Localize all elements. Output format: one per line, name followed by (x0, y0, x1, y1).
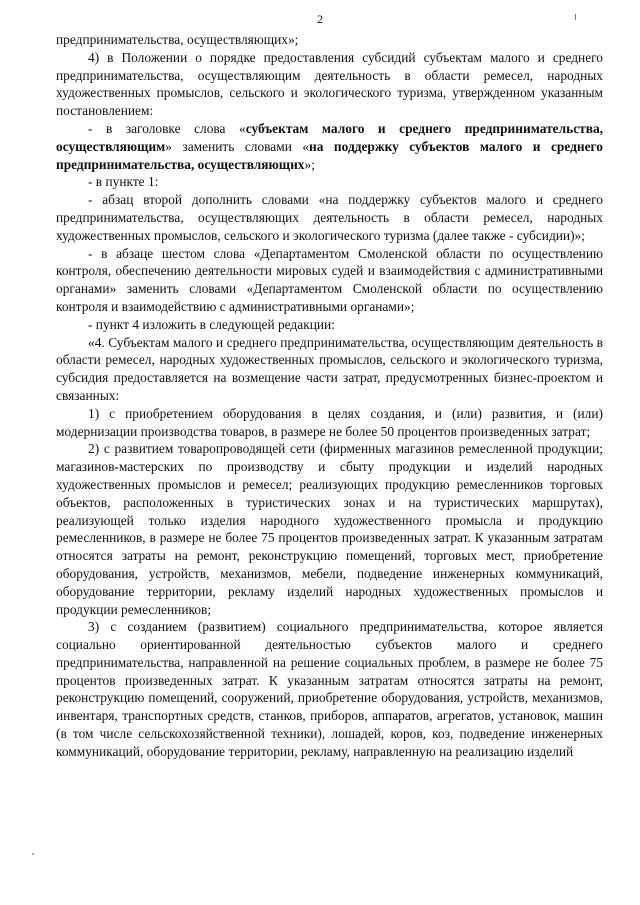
bold-text-run: на поддержку субъектов малого и среднего предпринимательства, осуществляющих (56, 138, 603, 172)
text-run: - в заголовке слова « (88, 120, 246, 136)
paragraph-abzac-2: - абзац второй дополнить словами «на поддержку субъектов малого и среднего предпринимательства, осуществляющих деятельность в области ремесел, народных художественных промыслов, сельского и экологического туризма (далее также - субсидии)»; (56, 192, 603, 243)
text-run: » заменить словами « (165, 138, 310, 154)
bold-text-run: субъектам малого и среднего предпринимательства, осуществляющим (56, 120, 603, 154)
paragraph-point-1: - в пункте 1: (88, 174, 159, 190)
paragraph-abzac-6: - в абзаце шестом слова «Департаментом Смоленской области по осуществлению контроля, обеспечению деятельности мировых судей и взаимодействия с административными органами» заменить словами «Департаментом Смоленской области по осуществлению контроля и взаимодействию с административными органами»; (56, 245, 603, 314)
document-body (56, 31, 603, 761)
page-number: 2 (317, 12, 323, 26)
paragraph-title-change (56, 120, 603, 173)
paragraph-continuation: предпринимательства, осуществляющих»; (56, 32, 299, 47)
scan-speck (32, 853, 34, 855)
paragraph-subitem-3: 3) с созданием (развитием) социального предпринимательства, которое является социально ориентированной деятельностью субъектов малого и среднего предпринимательства, направленной на решение социальных проблем, в размере не более 75 процентов произведенных затрат. К указанным затратам относятся затраты на ремонт, реконструкцию помещений, сооружений, приобретение оборудования, устройств, механизмов, инвентаря, транспортных средств, станков, приборов, аппаратов, агрегатов, установок, машин (в том числе сельскохозяйственной техники), лошадей, коров, коз, подведение инженерных коммуникаций, оборудование территории, рекламу, направленную на реализацию изделий (56, 619, 603, 759)
scan-mark (575, 14, 576, 20)
text-run: »; (304, 156, 315, 172)
paragraph-point-4-intro: - пункт 4 изложить в следующей редакции: (88, 316, 335, 332)
paragraph-subitem-2: 2) с развитием товаропроводящей сети (фирменных магазинов ремесленной продукции; магазинов-мастерских по производству и сбыту продукции и изделий народных художественных промыслов и ремесел; реализующих продукцию ремесленников торговых объектов, расположенных в туристических зонах и на туристических маршрутах), реализующей только изделия народного художественного промысла и продукцию ремесленников, в размере не более 75 процентов произведенных затрат. К указанным затратам относятся затраты на ремонт, реконструкцию помещений, торговых мест, приобретение оборудования, устройств, механизмов, мебели, подведение инженерных коммуникаций, оборудование территории, рекламу изделий народных художественных промыслов и продукции ремесленников; (56, 441, 603, 617)
paragraph-point-4-text: «4. Субъектам малого и среднего предпринимательства, осуществляющим деятельность в области ремесел, народных художественных промыслов, сельского и экологического туризма, субсидия предоставляется на возмещение части затрат, предусмотренных бизнес-проектом и связанных: (56, 334, 603, 403)
paragraph-item-4: 4) в Положении о порядке предоставления субсидий субъектам малого и среднего предпринимательства, осуществляющим деятельность в области ремесел, народных художественных промыслов, сельского и экологического туризма, утвержденном указанным постановлением: (56, 49, 603, 119)
paragraph-subitem-1: 1) с приобретением оборудования в целях создания, и (или) развития, и (или) модернизации производства товаров, в размере не более 50 процентов произведенных затрат; (56, 405, 603, 439)
